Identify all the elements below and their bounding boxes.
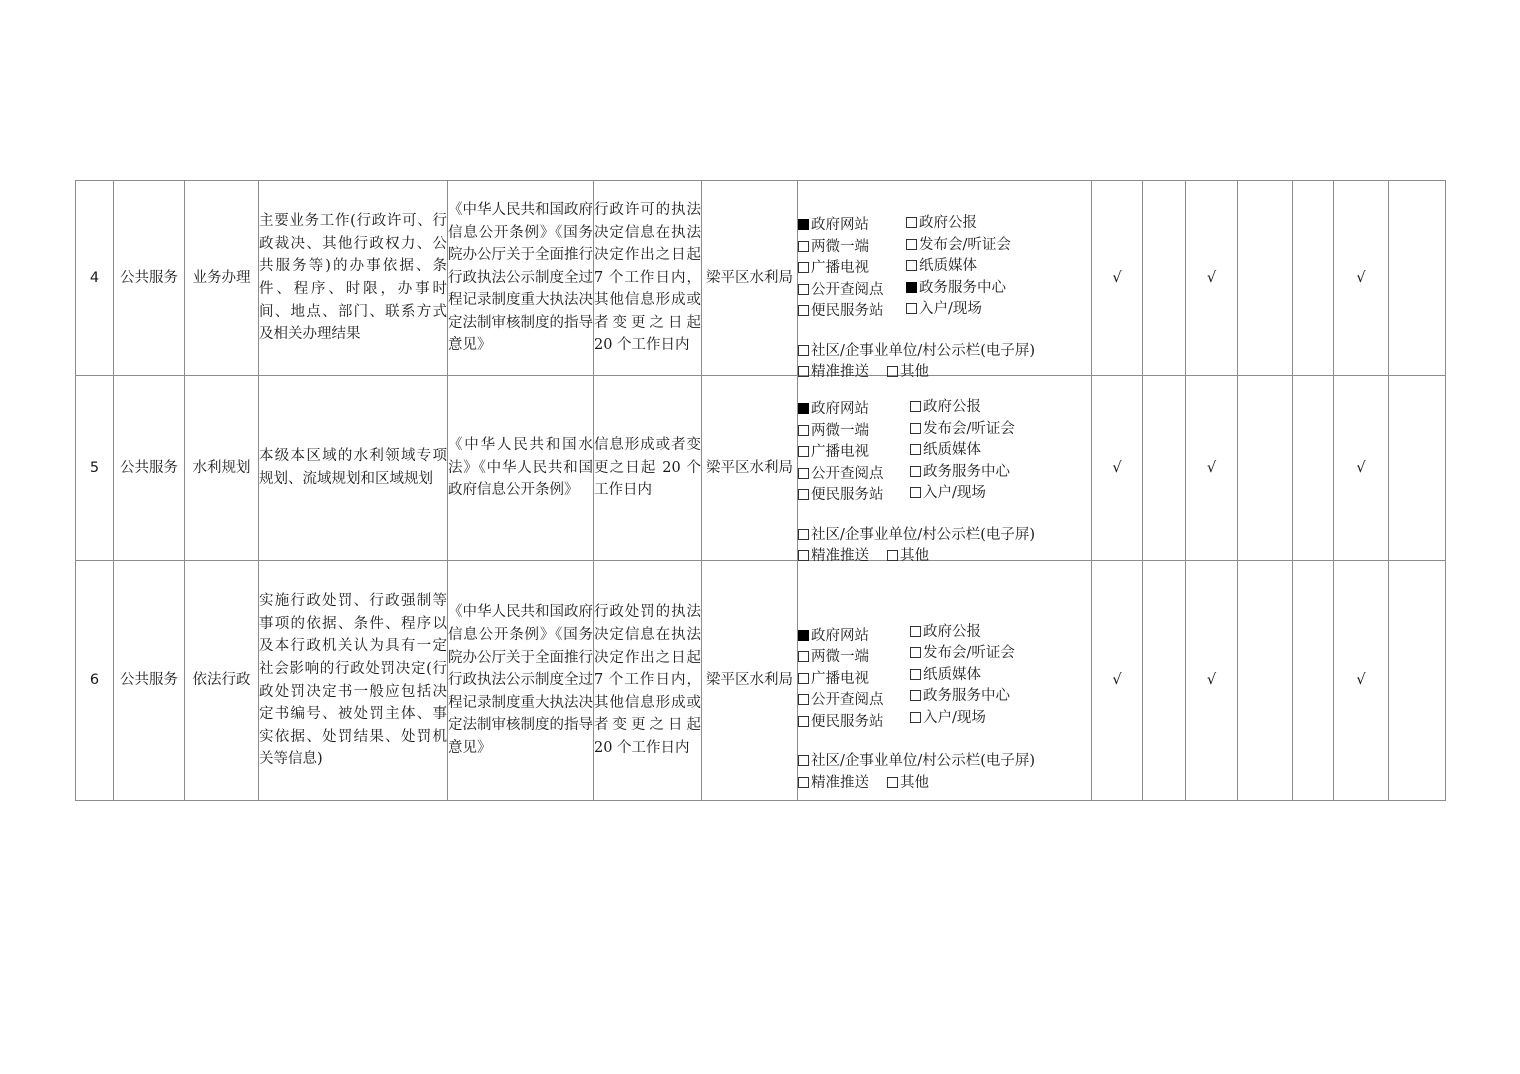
- category-cell: 公共服务: [114, 561, 185, 801]
- channel-label: 其他: [900, 548, 929, 564]
- check-mark-cell: √: [1186, 181, 1238, 376]
- checkbox-icon: [798, 716, 809, 727]
- checkbox-icon: [910, 401, 921, 412]
- channel-option[interactable]: [798, 421, 884, 443]
- checkbox-icon: [910, 466, 921, 477]
- check-mark-cell: [1238, 561, 1293, 801]
- channel-option[interactable]: [910, 397, 1015, 419]
- checkbox-icon: [798, 219, 809, 230]
- channel-option[interactable]: [798, 669, 884, 691]
- checkbox-icon: [910, 690, 921, 701]
- table-row: [76, 561, 1446, 801]
- channel-option[interactable]: [798, 341, 1035, 363]
- channel-label: 其他: [900, 774, 929, 791]
- content-cell: 实施行政处罚、行政强制等事项的依据、条件、程序以及本行政机关认为具有一定社会影响的行政处罚决定(行政处罚决定书一般应包括决定书编号、被处罚主体、事实依据、处罚结果、处罚机关等信息): [259, 561, 448, 801]
- channel-option[interactable]: [887, 773, 929, 795]
- agency-cell: 梁平区水利局: [702, 376, 798, 561]
- subcategory-cell: 水利规划: [185, 376, 259, 561]
- checkbox-icon: [910, 712, 921, 723]
- checkbox-icon: [798, 305, 809, 316]
- check-mark-cell: √: [1092, 561, 1143, 801]
- checkbox-icon: [910, 423, 921, 434]
- check-mark-cell: √: [1334, 181, 1389, 376]
- checkbox-icon: [798, 241, 809, 252]
- channel-label: 纸质媒体: [923, 442, 981, 458]
- channel-label: 政务服务中心: [919, 279, 1006, 296]
- checkbox-icon: [798, 673, 809, 684]
- channel-option[interactable]: [798, 626, 884, 648]
- table-row: [76, 376, 1446, 561]
- channel-option[interactable]: [798, 258, 884, 280]
- channel-label: 便民服务站: [811, 713, 884, 730]
- check-mark-cell: [1143, 561, 1186, 801]
- channel-option[interactable]: [798, 712, 884, 734]
- checkbox-icon: [798, 403, 809, 414]
- channel-option[interactable]: [906, 278, 1011, 300]
- channel-option[interactable]: [798, 301, 884, 323]
- channel-label: 政府公报: [923, 623, 981, 640]
- check-mark-cell: √: [1186, 561, 1238, 801]
- channel-label: 纸质媒体: [919, 258, 977, 274]
- checkbox-icon: [910, 487, 921, 498]
- table-row: [76, 181, 1446, 376]
- basis-cell: 《中华人民共和国水法》《中华人民共和国政府信息公开条例》: [448, 376, 594, 561]
- channel-label: 精准推送: [811, 774, 869, 791]
- channel-label: 广播电视: [811, 670, 869, 687]
- checkbox-icon: [910, 626, 921, 637]
- channel-label: 政府网站: [811, 627, 869, 644]
- checkbox-icon: [887, 777, 898, 788]
- channel-label: 纸质媒体: [923, 666, 981, 683]
- agency-cell: 梁平区水利局: [702, 181, 798, 376]
- checkbox-icon: [887, 366, 898, 377]
- channel-option[interactable]: [906, 299, 1011, 321]
- channel-option[interactable]: [798, 442, 884, 464]
- channel-label: 两微一端: [811, 422, 869, 439]
- channel-label: 政务服务中心: [923, 688, 1010, 704]
- channel-label: 入户/现场: [923, 709, 986, 726]
- timeframe-cell: 信息形成或者变更之日起 20 个工作日内: [594, 376, 702, 561]
- timeframe-cell: 行政许可的执法决定信息在执法决定作出之日起 7 个工作日内，其他信息形成或者变更之日起 20 个工作日内: [594, 181, 702, 376]
- channel-option[interactable]: [910, 622, 1015, 644]
- disclosure-table: [75, 180, 1446, 801]
- content-cell: 本级本区域的水利领域专项规划、流域规划和区域规划: [259, 376, 448, 561]
- checkbox-icon: [798, 425, 809, 436]
- agency-cell: 梁平区水利局: [702, 561, 798, 801]
- channel-option[interactable]: [910, 708, 1015, 730]
- channel-option[interactable]: [910, 419, 1015, 441]
- check-mark-cell: [1293, 376, 1334, 561]
- channel-option[interactable]: [798, 647, 884, 669]
- category-cell: 公共服务: [114, 181, 185, 376]
- checkbox-icon: [798, 446, 809, 457]
- channel-label: 政务服务中心: [923, 463, 1010, 480]
- channel-label: 政府公报: [919, 215, 977, 231]
- channel-option[interactable]: [910, 665, 1015, 687]
- channel-label: 发布会/听证会: [923, 420, 1015, 437]
- check-mark-cell: √: [1186, 376, 1238, 561]
- check-mark-cell: √: [1334, 561, 1389, 801]
- channel-label: 社区/企事业单位/村公示栏(电子屏): [811, 753, 1036, 769]
- channel-label: 广播电视: [811, 444, 869, 460]
- check-mark-cell: [1389, 181, 1446, 376]
- channels-cell: [798, 561, 1092, 801]
- checkbox-icon: [906, 260, 917, 271]
- channel-option[interactable]: [906, 213, 1011, 235]
- channel-option[interactable]: [906, 235, 1011, 257]
- channel-label: 便民服务站: [811, 487, 884, 503]
- channel-option[interactable]: [798, 237, 884, 259]
- channel-label: 入户/现场: [919, 301, 982, 317]
- check-mark-cell: [1143, 181, 1186, 376]
- checkbox-icon: [798, 755, 809, 766]
- channel-label: 精准推送: [811, 364, 869, 380]
- checkbox-icon: [910, 669, 921, 680]
- channel-option[interactable]: [910, 440, 1015, 462]
- subcategory-cell: 依法行政: [185, 561, 259, 801]
- channel-label: 社区/企事业单位/村公示栏(电子屏): [811, 342, 1036, 359]
- checkbox-icon: [798, 777, 809, 788]
- checkbox-icon: [906, 303, 917, 314]
- checkbox-icon: [798, 694, 809, 705]
- checkbox-icon: [910, 647, 921, 658]
- channel-label: 便民服务站: [811, 303, 884, 319]
- channel-label: 政府公报: [923, 399, 981, 415]
- content-cell: 主要业务工作(行政许可、行政裁决、其他行政权力、公共服务等)的办事依据、条件、程序、时限，办事时间、地点、部门、联系方式及相关办理结果: [259, 181, 448, 376]
- row-number: 4: [76, 181, 114, 376]
- check-mark-cell: [1293, 561, 1334, 801]
- channel-option[interactable]: [798, 773, 869, 795]
- channels-cell: [798, 181, 1092, 380]
- channel-option[interactable]: [798, 464, 884, 486]
- row-number: 6: [76, 561, 114, 801]
- checkbox-icon: [910, 444, 921, 455]
- channel-label: 广播电视: [811, 260, 869, 276]
- channel-option[interactable]: [798, 485, 884, 507]
- checkbox-icon: [798, 651, 809, 662]
- checkbox-icon: [906, 217, 917, 228]
- subcategory-cell: 业务办理: [185, 181, 259, 376]
- channel-label: 发布会/听证会: [919, 236, 1011, 253]
- check-mark-cell: [1238, 181, 1293, 376]
- category-cell: 公共服务: [114, 376, 185, 561]
- channel-label: 公开查阅点: [811, 465, 884, 482]
- channel-label: 政府网站: [811, 401, 869, 417]
- channel-option[interactable]: [798, 546, 869, 568]
- checkbox-icon: [906, 239, 917, 250]
- channel-option[interactable]: [798, 751, 1035, 773]
- channel-label: 政府网站: [811, 217, 869, 233]
- channel-label: 两微一端: [811, 238, 869, 255]
- checkbox-icon: [798, 529, 809, 540]
- check-mark-cell: [1293, 181, 1334, 376]
- channel-option[interactable]: [798, 525, 1035, 547]
- channel-option[interactable]: [798, 690, 884, 712]
- channel-label: 公开查阅点: [811, 692, 884, 708]
- row-number: 5: [76, 376, 114, 561]
- checkbox-icon: [798, 630, 809, 641]
- channel-label: 公开查阅点: [811, 281, 884, 298]
- timeframe-cell: 行政处罚的执法决定信息在执法决定作出之日起 7 个工作日内，其他信息形成或者变更之日起 20 个工作日内: [594, 561, 702, 801]
- channel-option[interactable]: [887, 362, 929, 384]
- check-mark-cell: √: [1092, 376, 1143, 561]
- checkbox-icon: [798, 366, 809, 377]
- basis-cell: 《中华人民共和国政府信息公开条例》《国务院办公厅关于全面推行行政执法公示制度全过程记录制度重大执法决定法制审核制度的指导意见》: [448, 561, 594, 801]
- checkbox-icon: [798, 468, 809, 479]
- check-mark-cell: [1389, 376, 1446, 561]
- channel-option[interactable]: [910, 643, 1015, 665]
- check-mark-cell: √: [1334, 376, 1389, 561]
- channel-option[interactable]: [910, 483, 1015, 505]
- checkbox-icon: [798, 345, 809, 356]
- channel-option[interactable]: [798, 215, 884, 237]
- channel-option[interactable]: [906, 256, 1011, 278]
- channel-label: 其他: [900, 364, 929, 380]
- channel-option[interactable]: [798, 362, 869, 384]
- checkbox-icon: [798, 284, 809, 295]
- channel-label: 精准推送: [811, 548, 869, 564]
- check-mark-cell: [1238, 376, 1293, 561]
- checkbox-icon: [798, 262, 809, 273]
- channel-label: 发布会/听证会: [923, 645, 1015, 661]
- check-mark-cell: √: [1092, 181, 1143, 376]
- checkbox-icon: [798, 489, 809, 500]
- channel-option[interactable]: [887, 546, 929, 568]
- check-mark-cell: [1389, 561, 1446, 801]
- channels-cell: [798, 376, 1092, 564]
- channel-option[interactable]: [910, 462, 1015, 484]
- checkbox-icon: [906, 282, 917, 293]
- checkbox-icon: [798, 550, 809, 561]
- basis-cell: 《中华人民共和国政府信息公开条例》《国务院办公厅关于全面推行行政执法公示制度全过程记录制度重大执法决定法制审核制度的指导意见》: [448, 181, 594, 376]
- channel-label: 入户/现场: [923, 485, 986, 501]
- channel-option[interactable]: [798, 280, 884, 302]
- check-mark-cell: [1143, 376, 1186, 561]
- channel-label: 两微一端: [811, 649, 869, 665]
- channel-label: 社区/企事业单位/村公示栏(电子屏): [811, 526, 1036, 543]
- channel-option[interactable]: [910, 686, 1015, 708]
- checkbox-icon: [887, 550, 898, 561]
- channel-option[interactable]: [798, 399, 884, 421]
